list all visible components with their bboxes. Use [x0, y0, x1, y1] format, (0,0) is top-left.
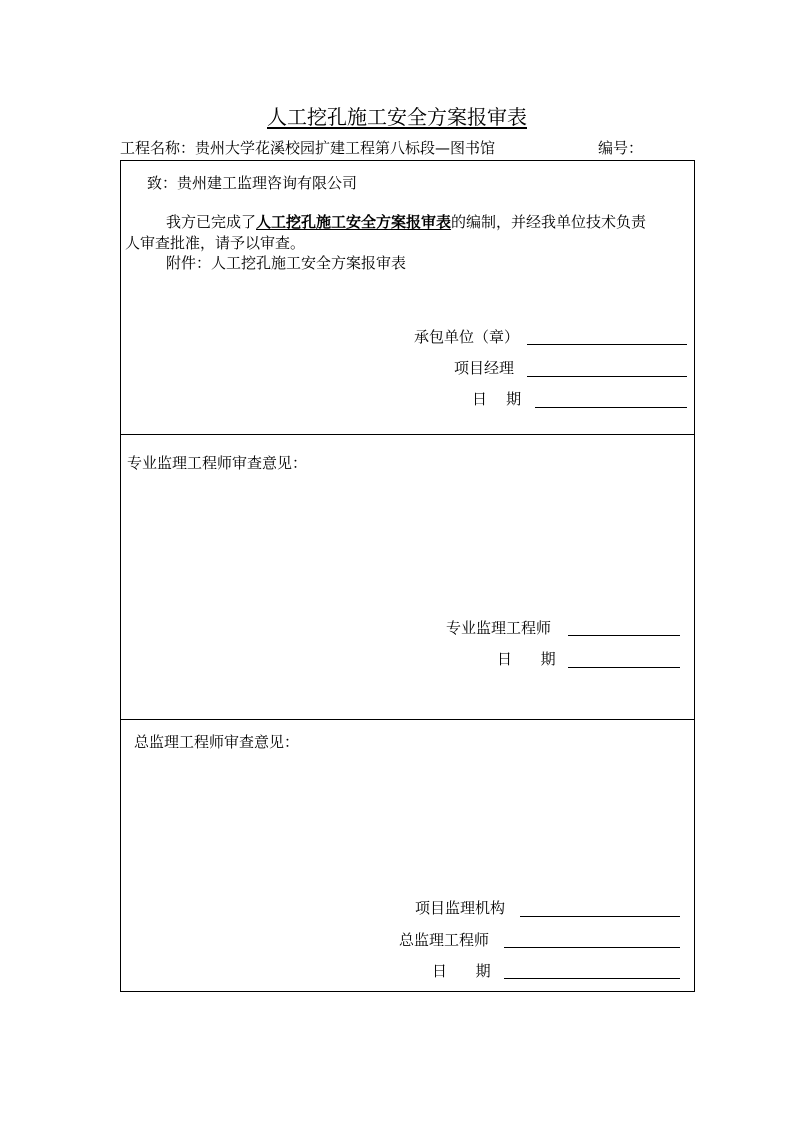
- date-line-2: [568, 667, 680, 668]
- submission-body-line2: 人审查批准，请予以审查。: [125, 234, 306, 252]
- submission-body-line1: 我方已完成了人工挖孔施工安全方案报审表的编制，并经我单位技术负责: [166, 213, 647, 231]
- project-name-label: 工程名称：: [120, 139, 196, 157]
- document-title: 人工挖孔施工安全方案报审表: [267, 105, 527, 129]
- supervision-org-label: 项目监理机构: [415, 899, 506, 917]
- project-name: 贵州大学花溪校园扩建工程第八标段—图书馆: [195, 139, 496, 157]
- chief-engineer-label: 总监理工程师: [399, 931, 490, 949]
- number-label: 编号：: [598, 139, 644, 157]
- chief-engineer-signature-line: [504, 947, 680, 948]
- supervision-org-signature-line: [520, 916, 680, 917]
- date-line-3: [504, 978, 680, 979]
- addressee: 致：贵州建工监理咨询有限公司: [147, 174, 358, 192]
- section-divider-2: [121, 719, 694, 720]
- specialist-engineer-signature-line: [568, 635, 680, 636]
- project-name-line: [120, 138, 495, 158]
- chief-review-heading: 总监理工程师审查意见：: [134, 733, 300, 751]
- contractor-label: 承包单位（章）: [414, 328, 520, 346]
- date-label-1: 日 期: [472, 390, 522, 408]
- specialist-engineer-label: 专业监理工程师: [446, 619, 552, 637]
- approval-form-table: [120, 160, 695, 992]
- submission-highlight: 人工挖孔施工安全方案报审表: [256, 213, 452, 231]
- contractor-signature-line: [527, 344, 687, 345]
- project-manager-signature-line: [527, 376, 687, 377]
- date-line-1: [535, 407, 687, 408]
- date-label-3: 日 期: [432, 962, 491, 980]
- section-divider-1: [121, 434, 694, 435]
- specialist-review-heading: 专业监理工程师审查意见：: [127, 454, 308, 472]
- date-label-2: 日 期: [497, 650, 556, 668]
- attachment-line: 附件：人工挖孔施工安全方案报审表: [166, 254, 407, 272]
- project-manager-label: 项目经理: [454, 359, 515, 377]
